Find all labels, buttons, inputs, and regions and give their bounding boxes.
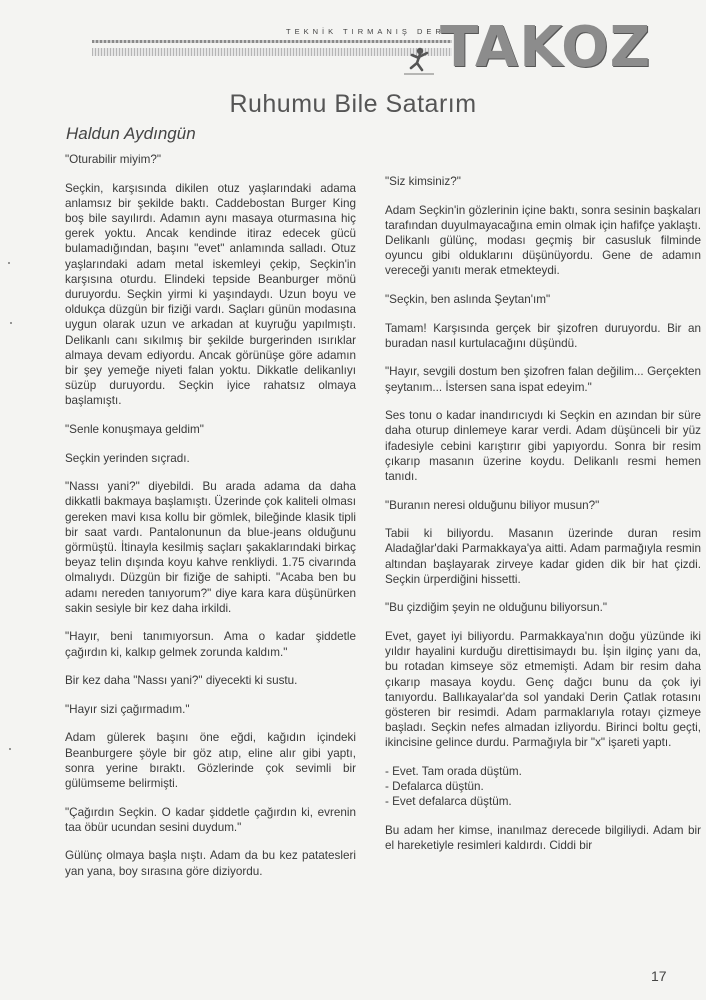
scan-speck <box>8 262 10 264</box>
paragraph: Bir kez daha "Nassı yani?" diyecekti ki sustu. <box>65 674 298 688</box>
paragraph: Tabii ki biliyordu. Masanın üzerinde duran resim Aladağlar'daki Parmakkaya'ya aitti. Adam parmağıyla resmin altından başlayarak zirveye kadar giden dik bir hat çizdi. Seçkin ürperdiğini hissetti. <box>385 527 701 586</box>
left-column <box>65 152 356 892</box>
paragraph: "Seçkin, ben aslında Şeytan'ım" <box>385 293 551 306</box>
dialogue-line: - Evet. Tam orada düştüm. <box>385 765 522 778</box>
article-author: Haldun Aydıngün <box>66 124 196 143</box>
paragraph: "Siz kimsiniz?" <box>385 175 461 188</box>
paragraph: "Nassı yani?" diyebildi. Bu arada adama da daha dikkatli bakmaya başlamıştı. Üzerinde çok kaliteli olması gereken mavi kısa kollu bir gömlek, bileğinde klasik tipli bir saat vardı. Pantalonunun da blue-jeans olduğunu görmüştü. İtinayla kesilmiş saçları şakaklarındaki birkaç beyaz telin dışında koyu kahve renkliydi. 1.75 civarında olmalıydı. Düzgün bir fiziğe de sahipti. "Acaba ben bu adamı nereden tanıyorum?" diye kara kara düşünürken sakin sesiyle bir kez daha irkildi. <box>65 480 357 615</box>
dialogue-line: - Defalarca düştün. <box>385 780 484 794</box>
paragraph: Seçkin yerinden sıçradı. <box>65 451 190 465</box>
paragraph: Adam gülerek başını öne eğdi, kağıdın içindeki Beanburgere şöyle bir göz atıp, eline alır gibi yaptı, sonra yerine bıraktı. Gözlerinde çok sevimli bir gülümseme belirmişti. <box>65 731 356 791</box>
paragraph: Adam Seçkin'in gözlerinin içine baktı, sonra sesinin başkaları tarafından duyulmayacağına emin olmak için hafifçe yaklaştı. Delikanlı gülünç, modası geçmiş bir casusluk filminde oyuncu gibi olduklarını düşünüyordu. Gene de adamın vereceği yanıtı merak etmekteydi. <box>385 203 701 278</box>
paragraph: Evet, gayet iyi biliyordu. Parmakkaya'nın doğu yüzünde iki yıldır hayalini kurduğu direttisimaydı bu. İşin ilginç yanı da, bu rotadan kimseye söz etmemişti. Adam bir resim daha çıkarıp masaya koydu. Genç dağcı bunu da çok iyi tanıyordu. Ballıkayalar'da sol yandaki Derin Çatlak rotasını gösteren bir resimdi. Adam parmaklarıyla rotayı çizmeye başladı. Seçkin nefes almadan izliyordu. Birinci boltu geçti, ikincisine gelince durdu. Parmağıyla bir "x" işareti yaptı. <box>385 629 701 750</box>
paragraph: "Hayır sizi çağırmadım." <box>65 702 190 716</box>
paragraph: Bu adam her kimse, inanılmaz derecede bilgiliydi. Adam bir el hareketiyle resimleri kaldırdı. Ciddi bir <box>385 824 701 853</box>
paragraph: "Hayır, sevgili dostum ben şizofren falan değilim... Gerçekten şeytanım... İstersen sana ispat edeyim." <box>385 365 701 394</box>
dialogue-line: - Evet defalarca düştüm. <box>385 795 512 809</box>
paragraph: Ses tonu o kadar inandırıcıydı ki Seçkin en azından bir süre daha oturup dinlemeye karar verdi. Adam düşünceli bir yüz ifadesiyle cebini karıştırır gibi yapıyordu. Sonra bir resim çıkarıp masanın üzerine koydu. Delikanlı resmi hemen tanıdı. <box>385 409 701 483</box>
paragraph: "Oturabilir miyim?" <box>65 153 161 166</box>
masthead-hatch <box>92 48 452 56</box>
paragraph: "Buranın neresi olduğunu biliyor musun?" <box>385 498 600 512</box>
paragraph: "Çağırdın Seçkin. O kadar şiddetle çağırdın ki, evrenin taa öbür ucundan sesini duydum." <box>65 805 356 834</box>
paragraph: Seçkin, karşısında dikilen otuz yaşlarındaki adama anlamsız bir şekilde baktı. Caddebostan Burger King boş bile sayılırdı. Adamın aynı masaya oturmasına hiç gerek yoktu. Ancak kendinde itiraz edecek gücü bulamadığından, başını "evet" anlamında salladı. Otuz yaşlarındaki adam metal iskemleyi çekip, Seçkin'in karşısına oturdu. Elindeki tepside Beanburger mönü duruyordu. Seçkin yirmi ki yaşındaydı. Uzun boyu ve oldukça düzgün bir fiziği vardı. Saçları günün modasına uygun olarak uzun ve arkadan at kuyruğu yapılmıştı. Delikanlı canı sıkılmış bir şekilde burgerinden ısırıklar almaya devam ediyordu. Ancak görünüşe göre adamın bir şey yemeğe niyeti falan yoktu. Dikkatle delikanlıyı süzüp duruyordu. Seçkin iyice rahatsız olmaya başlamıştı. <box>65 181 356 408</box>
magazine-strip-text: TEKNİK TIRMANIŞ DERGİSİ <box>286 27 476 36</box>
paragraph: Gülünç olmaya başla nıştı. Adam da bu kez patatesleri yan yana, boy sırasına göre diziyordu. <box>65 849 356 878</box>
paragraph: Tamam! Karşısında gerçek bir şizofren duruyordu. Bir an buradan nasıl kurtulacağını düşündü. <box>385 321 701 350</box>
magazine-logo: TAKOZ <box>440 15 652 80</box>
masthead-rule <box>92 40 452 43</box>
scan-speck <box>9 748 11 750</box>
paragraph: "Senle konuşmaya geldim" <box>65 423 204 437</box>
scan-speck <box>10 322 12 324</box>
climber-icon <box>400 46 436 76</box>
paragraph: "Hayır, beni tanımıyorsun. Ama o kadar şiddetle çağırdın ki, kalkıp gelmek zorunda kaldım." <box>65 630 356 659</box>
page-number: 17 <box>651 968 667 984</box>
paragraph: "Bu çizdiğim şeyin ne olduğunu biliyorsun." <box>385 601 608 615</box>
article-title: Ruhumu Bile Satarım <box>229 90 477 118</box>
right-column <box>385 174 701 867</box>
